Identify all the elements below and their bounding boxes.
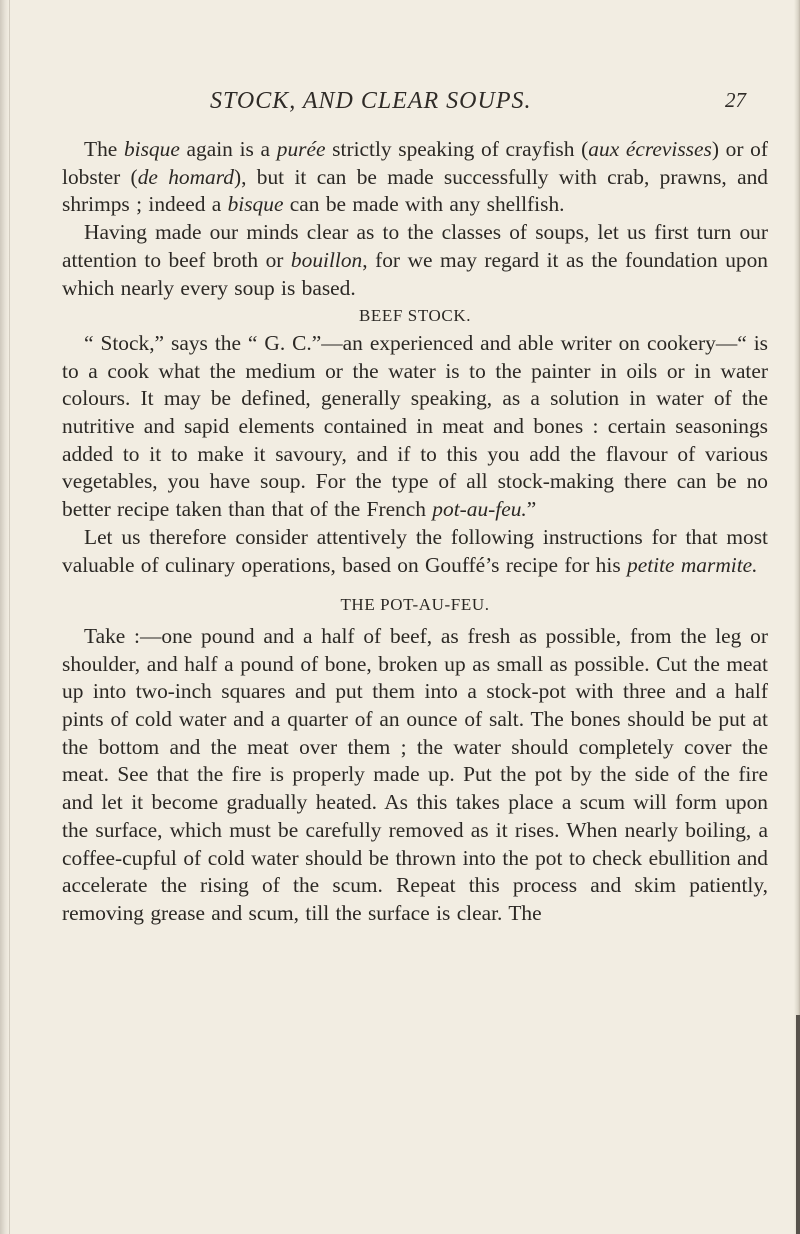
heading-pot-au-feu: THE POT-AU-FEU. [340, 595, 490, 615]
page-edge-dark-strip [796, 1015, 800, 1234]
book-page [62, 88, 768, 928]
running-title: STOCK, AND CLEAR SOUPS. [210, 88, 532, 114]
page-gutter-shadow [0, 0, 9, 1234]
gutter-line [9, 0, 10, 1234]
paragraph-bisque: The bisque again is a purée strictly speaking of crayfish (aux écrevisses) or of lobster (de homard), but it can be made successfully with crab, prawns, and shrimps ; indeed a bisque can be made with any shellfish. [62, 137, 769, 217]
paragraph-stock-quote: “ Stock,” says the “ G. C.”—an experienced and able writer on cookery—“ is to a cook what the medium or the water is to the painter in oils or in water colours. It may be defined, generally speaking, as a solution in water of the nutritive and sapid elements contained in meat and bones : certain seasonings added to it to make it savoury, and if to this you add the flavour of various vegetables, you have soup. For the type of all stock-making there can be no better recipe taken than that of the French pot-au-feu.” [62, 330, 768, 522]
paragraph-pot-au-feu-recipe: Take :—one pound and a half of beef, as fresh as possible, from the leg or shoulder, and half a pound of bone, broken up as small as possible. Cut the meat up into two-inch squares and put them into a stock-pot with three and a half pints of cold water and a quarter of an ounce of salt. The bones should be put at the bottom and the meat over them ; the water should completely cover the meat. See that the fire is properly made up. Put the pot by the side of the fire and let it become gradually heated. As this takes place a scum will form upon the surface, which must be carefully removed as it rises. When nearly boiling, a coffee-cupful of cold water should be thrown into the pot to check ebullition and accelerate the rising of the scum. Repeat this process and skim patiently, removing grease and scum, till the surface is clear. The [62, 623, 768, 925]
paragraph-instructions-intro: Let us therefore consider attentively the following instructions for that most valuable of culinary operations, based on Gouffé’s recipe for his petite marmite. [62, 524, 768, 577]
page-number: 27 [725, 88, 746, 112]
page-header [62, 88, 768, 122]
heading-beef-stock: BEEF STOCK. [358, 306, 472, 326]
paragraph-beef-broth: Having made our minds clear as to the classes of soups, let us first turn our attention to beef broth or bouillon, for we may regard it as the foundation upon which nearly every soup is based. [62, 220, 768, 300]
